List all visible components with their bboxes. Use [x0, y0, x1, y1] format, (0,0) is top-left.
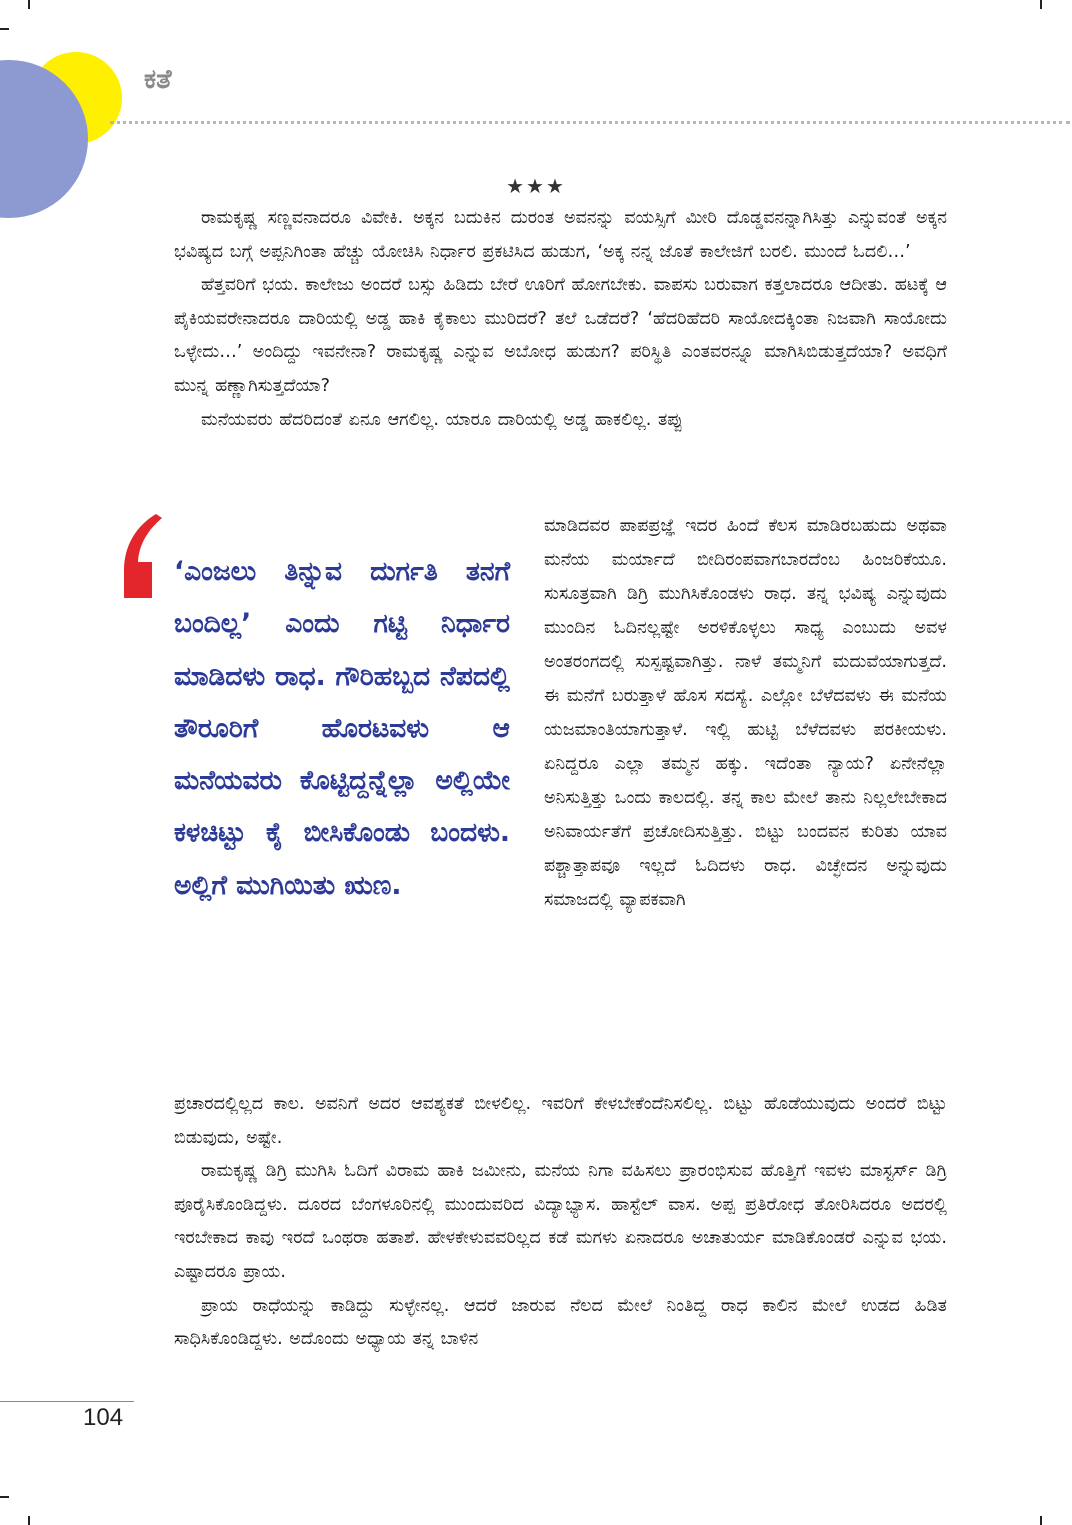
- crop-mark: [0, 1496, 9, 1498]
- body-text-right-column: [544, 509, 947, 917]
- paragraph: ರಾಮಕೃಷ್ಣ ಡಿಗ್ರಿ ಮುಗಿಸಿ ಓದಿಗೆ ವಿರಾಮ ಹಾಕಿ ಜಮೀನು, ಮನೆಯ ನಿಗಾ ವಹಿಸಲು ಪ್ರಾರಂಭಿಸುವ ಹೊತ್ತಿಗೆ ಇವಳು ಮಾಸ್ಟರ್ಸ್ ಡಿಗ್ರಿ ಪೂರೈಸಿಕೊಂಡಿದ್ದಳು. ದೂರದ ಬೆಂಗಳೂರಿನಲ್ಲಿ ಮುಂದುವರಿದ ವಿದ್ಯಾಭ್ಯಾಸ. ಹಾಸ್ಟೆಲ್ ವಾಸ. ಅಪ್ಪ ಪ್ರತಿರೋಧ ತೋರಿಸಿದರೂ ಅದರಲ್ಲಿ ಇರಬೇಕಾದ ಕಾವು ಇರದೆ ಒಂಥರಾ ಹತಾಶೆ. ಹೇಳಕೇಳುವವರಿಲ್ಲದ ಕಡೆ ಮಗಳು ಏನಾದರೂ ಅಚಾತುರ್ಯ ಮಾಡಿಕೊಂಡರೆ ಎನ್ನುವ ಭಯ. ಎಷ್ಟಾದರೂ ಪ್ರಾಯ.: [174, 1161, 947, 1282]
- paragraph: ಮನೆಯವರು ಹೆದರಿದಂತೆ ಏನೂ ಆಗಲಿಲ್ಲ. ಯಾರೂ ದಾರಿಯಲ್ಲಿ ಅಡ್ಡ ಹಾಕಲಿಲ್ಲ. ತಪ್ಪು: [201, 409, 683, 430]
- crop-mark: [28, 0, 30, 9]
- paragraph: ಹೆತ್ತವರಿಗೆ ಭಯ. ಕಾಲೇಜು ಅಂದರೆ ಬಸ್ಸು ಹಿಡಿದು ಬೇರೆ ಊರಿಗೆ ಹೋಗಬೇಕು. ವಾಪಸು ಬರುವಾಗ ಕತ್ತಲಾದರೂ ಆದೀತು. ಹಟಕ್ಕೆ ಆ ಪೈಕಿಯವರೇನಾದರೂ ದಾರಿಯಲ್ಲಿ ಅಡ್ಡ ಹಾಕಿ ಕೈಕಾಲು ಮುರಿದರೆ? ತಲೆ ಒಡೆದರೆ? ‘ಹೆದರಿಹೆದರಿ ಸಾಯೋದಕ್ಕಿಂತಾ ನಿಜವಾಗಿ ಸಾಯೋದು ಒಳ್ಳೇದು…’ ಅಂದಿದ್ದು ಇವನೇನಾ? ರಾಮಕೃಷ್ಣ ಎನ್ನುವ ಅಬೋಧ ಹುಡುಗ? ಪರಿಸ್ಥಿತಿ ಎಂತವರನ್ನೂ ಮಾಗಿಸಿಬಿಡುತ್ತದೆಯಾ? ಅವಧಿಗೆ ಮುನ್ನ ಹಣ್ಣಾಗಿಸುತ್ತದೆಯಾ?: [174, 275, 947, 396]
- pull-quote: ‘ಎಂಜಲು ತಿನ್ನುವ ದುರ್ಗತಿ ತನಗೆ ಬಂದಿಲ್ಲ’ ಎಂದು ಗಟ್ಟಿ ನಿರ್ಧಾರ ಮಾಡಿದಳು ರಾಧ. ಗೌರಿಹಬ್ಬದ ನೆಪದಲ್ಲಿ ತೌರೂರಿಗೆ ಹೊರಟವಳು ಆ ಮನೆಯವರು ಕೊಟ್ಟಿದ್ದನ್ನೆಲ್ಲಾ ಅಲ್ಲಿಯೇ ಕಳಚಿಟ್ಟು ಕೈ ಬೀಸಿಕೊಂಡು ಬಂದಳು. ಅಲ್ಲಿಗೆ ಮುಗಿಯಿತು ಋಣ.: [174, 556, 510, 901]
- crop-mark: [1040, 1516, 1042, 1525]
- page-number-rule: [0, 1401, 134, 1402]
- paragraph: ಮಾಡಿದವರ ಪಾಪಪ್ರಜ್ಞೆ ಇದರ ಹಿಂದೆ ಕೆಲಸ ಮಾಡಿರಬಹುದು ಅಥವಾ ಮನೆಯ ಮರ್ಯಾದೆ ಬೀದಿರಂಪವಾಗಬಾರದೆಂಬ ಹಿಂಜರಿಕೆಯೂ. ಸುಸೂತ್ರವಾಗಿ ಡಿಗ್ರಿ ಮುಗಿಸಿಕೊಂಡಳು ರಾಧ. ತನ್ನ ಭವಿಷ್ಯ ಎನ್ನುವುದು ಮುಂದಿನ ಓದಿನಲ್ಲಷ್ಟೇ ಅರಳಿಕೊಳ್ಳಲು ಸಾಧ್ಯ ಎಂಬುದು ಅವಳ ಅಂತರಂಗದಲ್ಲಿ ಸುಸ್ಪಷ್ಟವಾಗಿತ್ತು. ನಾಳೆ ತಮ್ಮನಿಗೆ ಮದುವೆಯಾಗುತ್ತದೆ. ಈ ಮನೆಗೆ ಬರುತ್ತಾಳೆ ಹೊಸ ಸದಸ್ಯೆ. ಎಲ್ಲೋ ಬೆಳೆದವಳು ಈ ಮನೆಯ ಯಜಮಾಂತಿಯಾಗುತ್ತಾಳೆ. ಇಲ್ಲಿ ಹುಟ್ಟಿ ಬೆಳೆದವಳು ಪರಕೀಯಳು. ಏನಿದ್ದರೂ ಎಲ್ಲಾ ತಮ್ಮನ ಹಕ್ಕು. ಇದೆಂತಾ ನ್ಯಾಯ? ಏನೇನೆಲ್ಲಾ ಅನಿಸುತ್ತಿತ್ತು ಒಂದು ಕಾಲದಲ್ಲಿ. ತನ್ನ ಕಾಲ ಮೇಲೆ ತಾನು ನಿಲ್ಲಲೇಬೇಕಾದ ಅನಿವಾರ್ಯತೆಗೆ ಪ್ರಚೋದಿಸುತ್ತಿತ್ತು. ಬಿಟ್ಟು ಬಂದವನ ಕುರಿತು ಯಾವ ಪಶ್ಚಾತ್ತಾಪವೂ ಇಲ್ಲದೆ ಓದಿದಳು ರಾಧ. ವಿಚ್ಛೇದನ ಅನ್ನುವುದು ಸಮಾಜದಲ್ಲಿ ವ್ಯಾಪಕವಾಗಿ: [544, 516, 947, 910]
- page-number: 104: [83, 1404, 124, 1431]
- body-text-bottom: [174, 1088, 947, 1357]
- crop-mark: [28, 1516, 30, 1525]
- body-text-top: [174, 202, 947, 437]
- crop-mark: [0, 28, 9, 30]
- quote-mark-icon: [122, 512, 164, 600]
- paragraph: ಪ್ರಚಾರದಲ್ಲಿಲ್ಲದ ಕಾಲ. ಅವನಿಗೆ ಅದರ ಆವಶ್ಯಕತೆ ಬೀಳಲಿಲ್ಲ. ಇವರಿಗೆ ಕೇಳಬೇಕೆಂದೆನಿಸಲಿಲ್ಲ. ಬಿಟ್ಟು ಹೊಡೆಯುವುದು ಅಂದರೆ ಬಿಟ್ಟು ಬಿಡುವುದು, ಅಷ್ಟೇ.: [174, 1094, 947, 1148]
- crop-mark: [1040, 0, 1042, 9]
- header-dotted-rule: [110, 121, 1070, 124]
- paragraph: ಪ್ರಾಯ ರಾಧೆಯನ್ನು ಕಾಡಿದ್ದು ಸುಳ್ಳೇನಲ್ಲ. ಆದರೆ ಜಾರುವ ನೆಲದ ಮೇಲೆ ನಿಂತಿದ್ದ ರಾಧ ಕಾಲಿನ ಮೇಲೆ ಉಡದ ಹಿಡಿತ ಸಾಧಿಸಿಕೊಂಡಿದ್ದಳು. ಅದೊಂದು ಅಧ್ಯಾಯ ತನ್ನ ಬಾಳಿನ: [174, 1295, 947, 1350]
- section-separator: ★★★: [506, 174, 566, 198]
- paragraph: ರಾಮಕೃಷ್ಣ ಸಣ್ಣವನಾದರೂ ವಿವೇಕಿ. ಅಕ್ಕನ ಬದುಕಿನ ದುರಂತ ಅವನನ್ನು ವಯಸ್ಸಿಗೆ ಮೀರಿ ದೊಡ್ಡವನನ್ನಾಗಿಸಿತ್ತು ಎನ್ನುವಂತೆ ಅಕ್ಕನ ಭವಿಷ್ಯದ ಬಗ್ಗೆ ಅಪ್ಪನಿಗಿಂತಾ ಹೆಚ್ಚು ಯೋಚಿಸಿ ನಿರ್ಧಾರ ಪ್ರಕಟಿಸಿದ ಹುಡುಗ, ‘ಅಕ್ಕ ನನ್ನ ಜೊತೆ ಕಾಲೇಜಿಗೆ ಬರಲಿ. ಮುಂದೆ ಓದಲಿ…’: [174, 208, 947, 262]
- section-title: ಕತೆ: [144, 64, 172, 95]
